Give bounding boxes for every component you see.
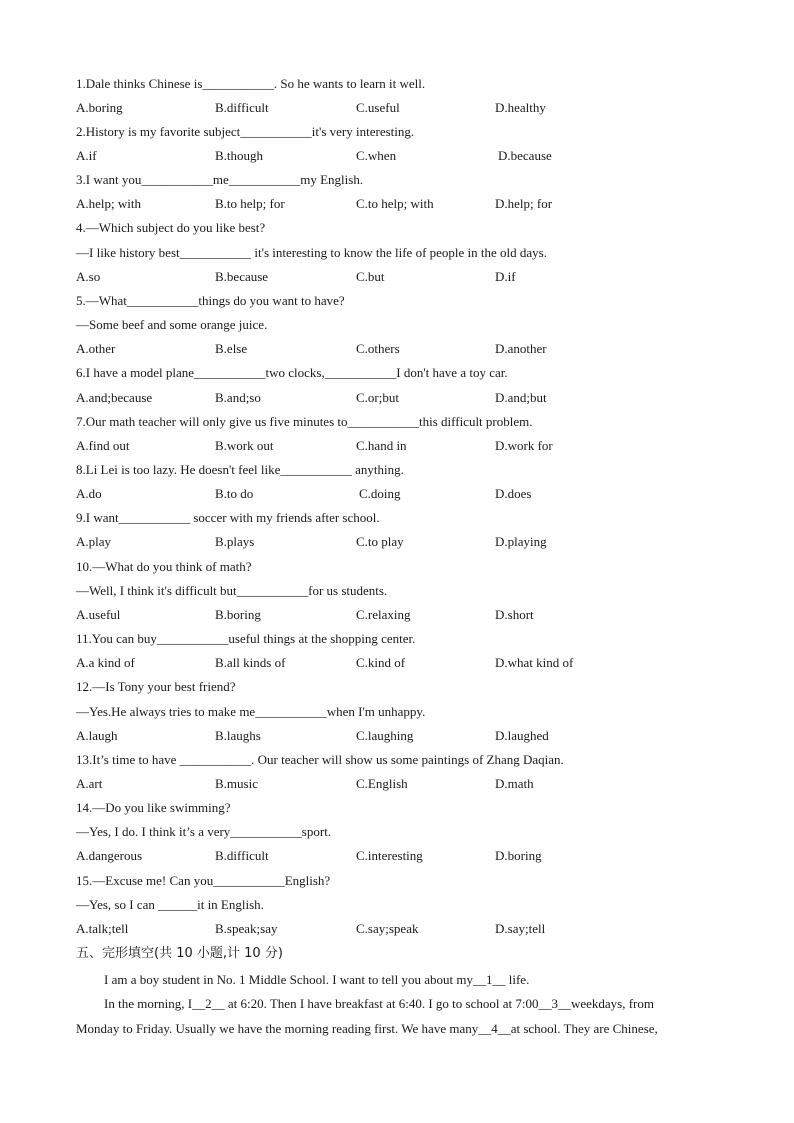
option-d: D.does xyxy=(495,486,532,501)
question-3-options xyxy=(0,196,794,212)
option-d: D.healthy xyxy=(495,100,546,115)
option-c: C.kind of xyxy=(356,655,406,670)
option-c: C.or;but xyxy=(356,390,399,405)
option-b: B.work out xyxy=(215,438,274,453)
option-d: D.math xyxy=(495,776,534,791)
question-10-options xyxy=(0,607,794,623)
option-b: B.laughs xyxy=(215,728,261,743)
question-13-options xyxy=(0,776,794,792)
question-8-options xyxy=(0,486,794,502)
question-12-options xyxy=(0,728,794,744)
option-d: D.another xyxy=(495,341,547,356)
option-b: B.all kinds of xyxy=(215,655,286,670)
option-b: B.music xyxy=(215,776,258,791)
option-a: A.play xyxy=(76,534,112,549)
option-a: A.a kind of xyxy=(76,655,135,670)
question-5-response: —Some beef and some orange juice. xyxy=(76,317,268,332)
option-a: A.boring xyxy=(76,100,123,115)
question-9-stem: 9.I want___________ soccer with my friends after school. xyxy=(76,510,380,525)
option-c: C.laughing xyxy=(356,728,414,743)
question-11-options xyxy=(0,655,794,671)
cloze-paragraph-line-1: I am a boy student in No. 1 Middle School. I want to tell you about my__1__ life. xyxy=(104,972,530,987)
question-14-options xyxy=(0,848,794,864)
question-15-options xyxy=(0,921,794,937)
option-b: B.because xyxy=(215,269,269,284)
option-d: D.boring xyxy=(495,848,542,863)
option-b: B.else xyxy=(215,341,248,356)
question-3-stem: 3.I want you___________me___________my English. xyxy=(76,172,364,187)
question-14-response: —Yes, I do. I think it’s a very___________sport. xyxy=(76,824,332,839)
question-11-stem: 11.You can buy___________useful things at the shopping center. xyxy=(76,631,416,646)
option-b: B.plays xyxy=(215,534,255,549)
option-d: D.what kind of xyxy=(495,655,574,670)
question-15-response: —Yes, so I can ______it in English. xyxy=(76,897,264,912)
question-1-options xyxy=(0,100,794,116)
question-2-stem: 2.History is my favorite subject___________it's very interesting. xyxy=(76,124,415,139)
question-8-stem: 8.Li Lei is too lazy. He doesn't feel like___________ anything. xyxy=(76,462,404,477)
question-5-options xyxy=(0,341,794,357)
option-a: A.useful xyxy=(76,607,121,622)
option-b: B.and;so xyxy=(215,390,261,405)
option-b: B.difficult xyxy=(215,848,269,863)
question-1-stem: 1.Dale thinks Chinese is___________. So he wants to learn it well. xyxy=(76,76,426,91)
question-6-stem: 6.I have a model plane___________two clocks,___________I don't have a toy car. xyxy=(76,365,508,380)
option-c: C.interesting xyxy=(356,848,423,863)
option-d: D.laughed xyxy=(495,728,549,743)
question-7-options xyxy=(0,438,794,454)
option-b: B.difficult xyxy=(215,100,269,115)
question-4-response: —I like history best___________ it's interesting to know the life of people in the old days. xyxy=(76,245,547,260)
cloze-paragraph-line-3: Monday to Friday. Usually we have the morning reading first. We have many__4__at school. They are Chinese, xyxy=(76,1021,658,1036)
question-12-response: —Yes.He always tries to make me___________when I'm unhappy. xyxy=(76,704,426,719)
option-a: A.help; with xyxy=(76,196,141,211)
question-14-stem: 14.—Do you like swimming? xyxy=(76,800,231,815)
question-12-stem: 12.—Is Tony your best friend? xyxy=(76,679,236,694)
question-9-options xyxy=(0,534,794,550)
question-13-stem: 13.It’s time to have ___________. Our teacher will show us some paintings of Zhang Daqian. xyxy=(76,752,564,767)
option-c: C.useful xyxy=(356,100,400,115)
option-a: A.dangerous xyxy=(76,848,143,863)
option-d: D.short xyxy=(495,607,534,622)
question-10-stem: 10.—What do you think of math? xyxy=(76,559,252,574)
option-c: C.say;speak xyxy=(356,921,419,936)
question-15-stem: 15.—Excuse me! Can you___________English? xyxy=(76,873,331,888)
option-a: A.find out xyxy=(76,438,130,453)
option-d: D.help; for xyxy=(495,196,553,211)
option-d: D.work for xyxy=(495,438,553,453)
question-5-stem: 5.—What___________things do you want to have? xyxy=(76,293,345,308)
option-a: A.so xyxy=(76,269,101,284)
option-c: C.to play xyxy=(356,534,404,549)
option-d: D.because xyxy=(498,148,552,163)
section-five-heading: 五、完形填空(共 10 小题,计 10 分) xyxy=(76,946,283,961)
option-b: B.to do xyxy=(215,486,254,501)
option-c: C.but xyxy=(356,269,385,284)
option-d: D.playing xyxy=(495,534,547,549)
option-b: B.speak;say xyxy=(215,921,278,936)
option-a: A.laugh xyxy=(76,728,118,743)
option-a: A.do xyxy=(76,486,102,501)
option-d: D.and;but xyxy=(495,390,547,405)
option-b: B.to help; for xyxy=(215,196,285,211)
question-10-response: —Well, I think it's difficult but___________for us students. xyxy=(76,583,388,598)
option-c: C.doing xyxy=(359,486,401,501)
option-c: C.others xyxy=(356,341,400,356)
option-a: A.other xyxy=(76,341,116,356)
option-b: B.though xyxy=(215,148,264,163)
question-6-options xyxy=(0,390,794,406)
option-c: C.to help; with xyxy=(356,196,434,211)
option-d: D.say;tell xyxy=(495,921,546,936)
option-a: A.talk;tell xyxy=(76,921,129,936)
question-2-options xyxy=(0,148,794,164)
option-c: C.when xyxy=(356,148,397,163)
question-7-stem: 7.Our math teacher will only give us five minutes to___________this difficult problem. xyxy=(76,414,533,429)
option-c: C.English xyxy=(356,776,408,791)
question-4-stem: 4.—Which subject do you like best? xyxy=(76,220,266,235)
option-d: D.if xyxy=(495,269,516,284)
option-a: A.art xyxy=(76,776,103,791)
option-a: A.and;because xyxy=(76,390,153,405)
option-b: B.boring xyxy=(215,607,261,622)
cloze-paragraph-line-2: In the morning, I__2__ at 6:20. Then I have breakfast at 6:40. I go to school at 7:00__3__weekdays, from xyxy=(104,996,654,1011)
option-a: A.if xyxy=(76,148,97,163)
question-4-options xyxy=(0,269,794,285)
option-c: C.relaxing xyxy=(356,607,411,622)
option-c: C.hand in xyxy=(356,438,407,453)
